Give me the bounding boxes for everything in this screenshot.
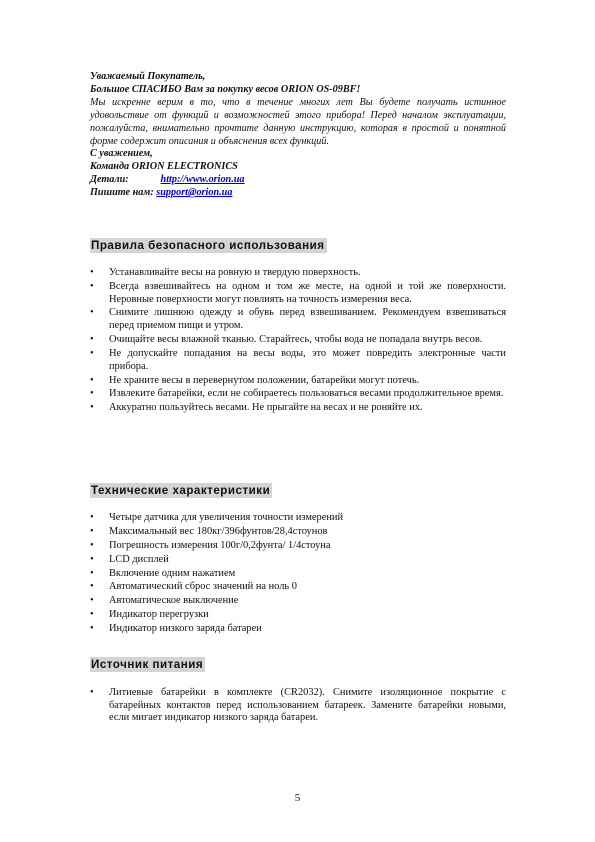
list-item-text: Включение одним нажатием — [109, 567, 236, 579]
bullet-icon: • — [90, 334, 94, 346]
bullet-icon: • — [90, 347, 94, 359]
bullet-icon: • — [90, 525, 94, 537]
list-item — [90, 375, 506, 388]
list-item — [90, 402, 506, 415]
details-label: Детали: — [90, 174, 129, 186]
intro-message: Мы искренне верим в то, что в течение многих лет Вы будете получать истинное удовольствие от функций и возможностей этого прибора! Перед началом эксплуатации, пожалуйста, внимательно прочтите данную инструкцию, которая в простой и понятной форме содержит описания и объяснения всех функций. — [90, 96, 506, 147]
bullet-icon: • — [90, 539, 94, 551]
list-item — [90, 687, 506, 725]
bullet-icon: • — [90, 595, 94, 607]
list-item — [90, 623, 506, 636]
section-title-power: Источник питания — [91, 658, 204, 671]
specs-list — [90, 512, 506, 637]
list-item-text: Не храните весы в перевернутом положении, батарейки могут потечь. — [109, 374, 420, 386]
bullet-icon: • — [90, 567, 94, 579]
write-label: Пишите нам: — [90, 187, 154, 199]
section-title-safety: Правила безопасного использования — [91, 239, 325, 252]
bullet-icon: • — [90, 280, 94, 292]
bullet-icon: • — [90, 609, 94, 621]
list-item — [90, 388, 506, 401]
list-item — [90, 595, 506, 608]
list-item-text: Не допускайте попадания на весы воды, это может повредить электронные части прибора. — [109, 347, 506, 372]
list-item-text: Очищайте весы влажной тканью. Старайтесь, чтобы вода не попадала внутрь весов. — [109, 334, 483, 346]
list-item-text: Снимите лишнюю одежду и обувь перед взвешиванием. Рекомендуем взвешиваться перед приемом пищи и утром. — [109, 307, 506, 332]
section-title-specs: Технические характеристики — [91, 484, 271, 497]
list-item-text: Максимальный вес 180кг/396фунтов/28,4стоунов — [109, 525, 328, 537]
list-item-text: Индикатор низкого заряда батареи — [109, 623, 262, 635]
list-item — [90, 609, 506, 622]
list-item — [90, 307, 506, 332]
safety-list — [90, 267, 506, 416]
list-item-text: Погрешность измерения 100г/0,2фунта/ 1/4стоуна — [109, 539, 331, 551]
list-item — [90, 334, 506, 347]
regards-text: С уважением, — [90, 148, 153, 160]
bullet-icon: • — [90, 581, 94, 593]
bullet-icon: • — [90, 388, 94, 400]
contact-row — [90, 187, 506, 200]
list-item-text: Автоматический сброс значений на ноль 0 — [109, 581, 297, 593]
intro-block — [90, 71, 506, 200]
list-item — [90, 554, 506, 567]
website-link[interactable]: http://www.orion.ua — [160, 174, 245, 186]
list-item — [90, 540, 506, 553]
bullet-icon: • — [90, 512, 94, 523]
list-item — [90, 348, 506, 373]
list-item-text: Литиевые батарейки в комплекте (CR2032). Снимите изоляционное покрытие с батарейных контактов перед использованием батареек. Замените батарейки новыми, если мигает индикатор низкого заряда батареи. — [109, 687, 506, 724]
bullet-icon: • — [90, 307, 94, 319]
team-name: Команда ORION ELECTRONICS — [90, 161, 238, 173]
list-item-text: LCD дисплей — [109, 553, 169, 565]
details-row — [90, 174, 506, 187]
thanks-text: Большое СПАСИБО Вам за покупку весов ORION OS-09BF! — [90, 83, 361, 95]
list-item-text: Четыре датчика для увеличения точности измерений — [109, 512, 344, 523]
list-item — [90, 281, 506, 306]
list-item — [90, 267, 506, 280]
power-list — [90, 687, 506, 726]
list-item-text: Всегда взвешивайтесь на одном и том же месте, на одной и той же поверхности. Неровные поверхности могут повлиять на точность измерения веса. — [109, 280, 506, 305]
bullet-icon: • — [90, 687, 94, 698]
list-item-text: Извлеките батарейки, если не собираетесь пользоваться весами продолжительное время. — [109, 388, 504, 400]
list-item-text: Устанавливайте весы на ровную и твердую поверхность. — [109, 267, 361, 278]
bullet-icon: • — [90, 402, 94, 414]
list-item — [90, 526, 506, 539]
bullet-icon: • — [90, 623, 94, 635]
bullet-icon: • — [90, 267, 94, 278]
page-number: 5 — [294, 792, 301, 804]
bullet-icon: • — [90, 553, 94, 565]
list-item-text: Автоматическое выключение — [109, 595, 239, 607]
bullet-icon: • — [90, 374, 94, 386]
greeting-text: Уважаемый Покупатель, — [90, 71, 206, 82]
list-item — [90, 568, 506, 581]
list-item-text: Индикатор перегрузки — [109, 609, 209, 621]
email-link[interactable]: support@orion.ua — [156, 187, 233, 199]
list-item — [90, 512, 506, 525]
list-item — [90, 581, 506, 594]
list-item-text: Аккуратно пользуйтесь весами. Не прыгайте на весах и не роняйте их. — [109, 402, 423, 414]
